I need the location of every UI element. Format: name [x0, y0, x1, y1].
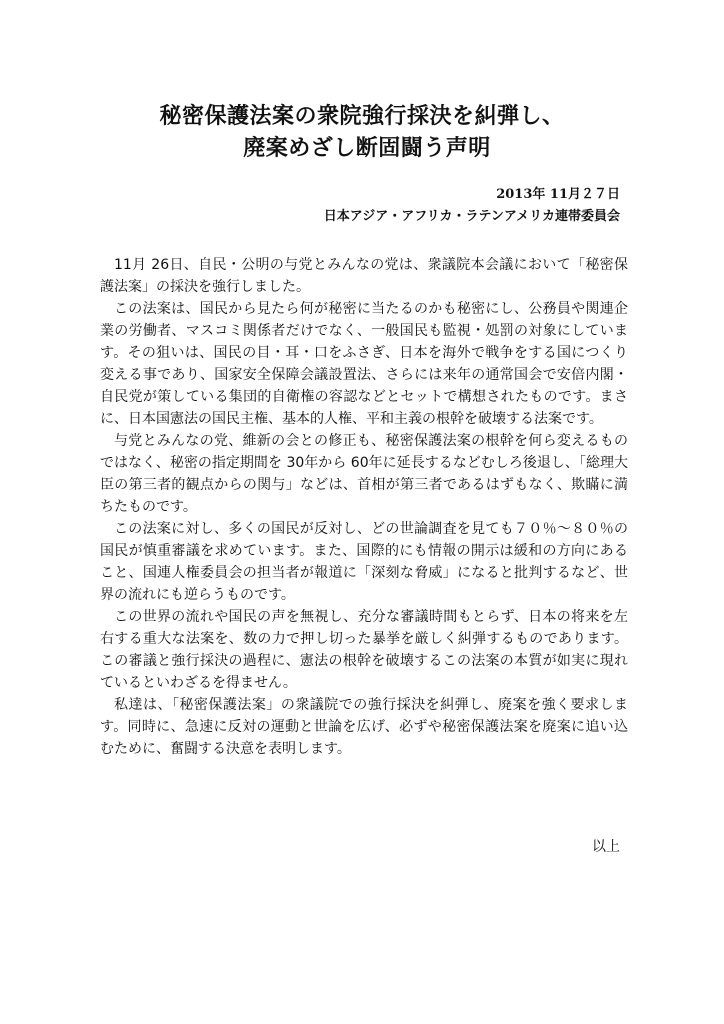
- paragraph-6: 私達は、「秘密保護法案」の衆議院での強行採決を糾弾し、廃案を強く要求します。同時に、急速に反対の運動と世論を広げ、必ずや秘密保護法案を廃案に追い込むために、奮闘する決意を表明します。: [100, 697, 628, 757]
- paragraph-2: この法案は、国民から見たら何が秘密に当たるのかも秘密にし、公務員や関連企業の労働者、マスコミ関係者だけでなく、一般国民も監視・処罰の対象にしています。その狙いは、国民の目・耳・口をふさぎ、日本を海外で戦争をする国につくり変える事であり、国家安全保障会議設置法、さらには来年の通常国会で安倍内閣・自民党が策している集団的自衛権の容認などとセットで構想されたものです。まさに、日本国憲法の国民主権、基本的人権、平和主義の根幹を破壊する法案です。: [100, 301, 628, 427]
- statement-date: 2013年 11月２７日: [496, 187, 620, 202]
- paragraph-3: 与党とみんなの党、維新の会との修正も、秘密保護法案の根幹を何ら変えるものではなく、秘密の指定期間を 30年から 60年に延長するなどむしろ後退し、「総理大臣の第三者的観点からの関与」などは、首相が第三者であるはずもなく、欺瞞に満ちたものです。: [100, 433, 628, 515]
- paragraph-1: 11月 26日、自民・公明の与党とみんなの党は、衆議院本会議において「秘密保護法案」の採決を強行しました。: [100, 257, 628, 295]
- organization-name: 日本アジア・アフリカ・ラテンアメリカ連帯委員会: [323, 209, 620, 224]
- statement-body: [100, 254, 628, 760]
- document-meta: [324, 184, 620, 228]
- closing-mark: 以上: [592, 839, 620, 855]
- title-line-1: 秘密保護法案の衆院強行採決を糾弾し、: [159, 103, 565, 129]
- paragraph-4: この法案に対し、多くの国民が反対し、どの世論調査を見ても７０％～８０％の国民が慎重審議を求めています。また、国際的にも情報の開示は緩和の方向にあること、国連人権委員会の担当者が報道に「深刻な脅威」になると批判するなど、世界の流れにも逆らうものです。: [100, 521, 628, 603]
- title-line-2: 廃案めざし断固闘う声明: [243, 135, 491, 161]
- paragraph-5: この世界の流れや国民の声を無視し、充分な審議時間もとらず、日本の将来を左右する重大な法案を、数の力で押し切った暴挙を厳しく糾弾するものであります。この審議と強行採決の過程に、憲法の根幹を破壊するこの法案の本質が如実に現れているといわざるを得ません。: [100, 609, 628, 691]
- document-title: [0, 100, 724, 164]
